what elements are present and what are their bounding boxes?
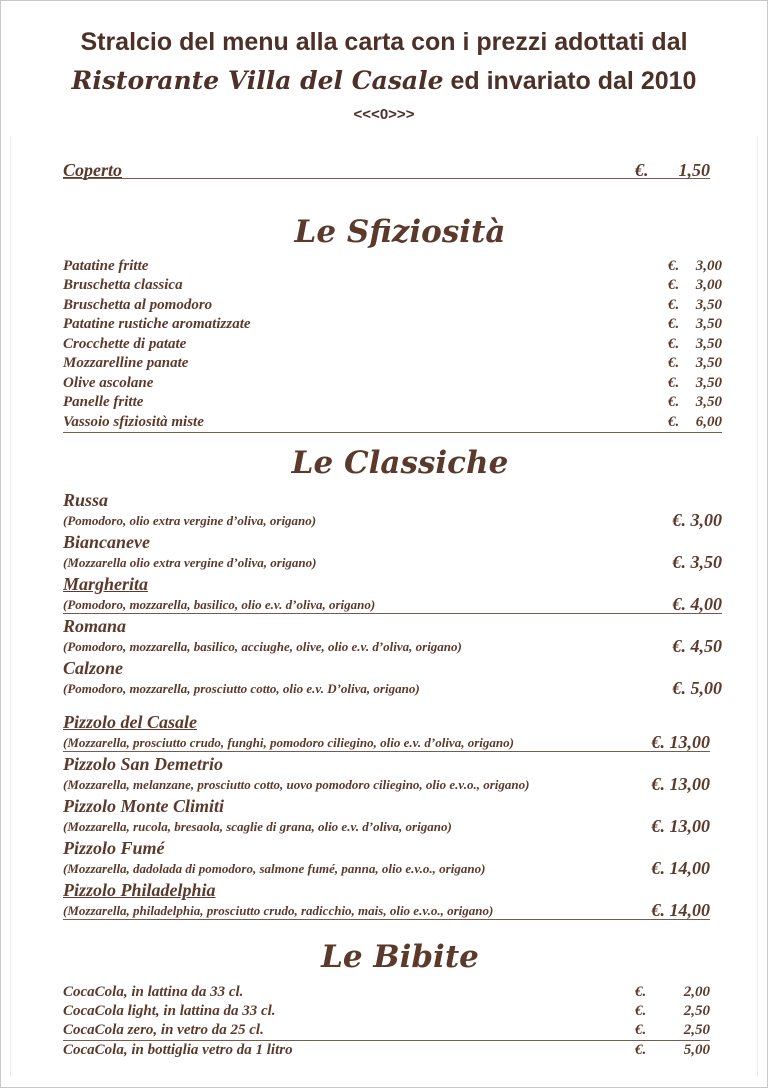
item-price: 3,00: [695, 277, 722, 293]
menu-item: [63, 1042, 710, 1060]
currency-symbol: €.: [635, 1003, 647, 1019]
pizza-description: (Pomodoro, mozzarella, basilico, olio e.v. d’oliva, origano): [63, 597, 376, 612]
currency-symbol: €.: [635, 1042, 647, 1058]
menu-item: [63, 355, 722, 373]
pizza-price: €. 13,00: [651, 816, 710, 836]
pizza-price: €. 14,00: [651, 858, 710, 878]
item-name: Vassoio sfiziosità miste: [63, 414, 204, 430]
item-price: 3,50: [695, 316, 722, 332]
currency-symbol: €.: [635, 1022, 647, 1038]
item-price: 1,50: [678, 160, 710, 180]
pizza-name: Pizzolo Monte Climiti: [63, 796, 225, 816]
pizza-name: Russa: [63, 490, 109, 510]
pizza-description: (Mozzarella, philadelphia, prosciutto crudo, radicchio, mais, olio e.v.o., origano): [63, 903, 494, 918]
item-price: 3,50: [695, 355, 722, 371]
pizza-name: Margherita: [63, 574, 149, 594]
menu-item: [63, 336, 722, 354]
currency-symbol: €.: [668, 375, 680, 391]
header-line-2-rest: ed invariato dal 2010: [443, 67, 697, 95]
pizza-description-row: [63, 594, 722, 614]
pizza-description: (Mozzarella, dadolada di pomodoro, salmone fumé, panna, olio e.v.o., origano): [63, 861, 486, 876]
pizza-description: (Mozzarella, prosciutto crudo, funghi, pomodoro ciliegino, olio e.v. d’oliva, origano): [63, 735, 514, 750]
item-name: Olive ascolane: [63, 375, 154, 391]
pizza-price: €. 4,50: [672, 636, 722, 656]
item-price: 2,50: [683, 1022, 710, 1038]
item-price: 6,00: [695, 414, 722, 430]
menu-item: [63, 277, 722, 295]
currency-symbol: €.: [635, 984, 647, 1000]
pizza-price: €. 4,00: [672, 594, 722, 614]
pizza-description-row: [63, 774, 710, 794]
menu-item: [63, 1022, 710, 1041]
currency-symbol: €.: [668, 316, 680, 332]
pizza-description-row: [63, 816, 710, 836]
pizza-description: (Mozzarella olio extra vergine d’oliva, origano): [63, 555, 317, 570]
pizza-description-row: [63, 900, 710, 920]
currency-symbol: €.: [668, 394, 680, 410]
menu-item: [63, 297, 722, 315]
item-price: 3,50: [695, 336, 722, 352]
item-price: 2,00: [683, 984, 710, 1000]
pizza-price: €. 5,00: [672, 678, 722, 698]
pizza-description: (Mozzarella, rucola, bresaola, scaglie di grana, olio e.v. d’oliva, origano): [63, 819, 452, 834]
currency-symbol: €.: [668, 277, 680, 293]
item-price: 3,50: [695, 375, 722, 391]
item-name: Panelle fritte: [63, 394, 144, 410]
item-name: CocaCola, in bottiglia vetro da 1 litro: [63, 1042, 293, 1058]
header-line-1: Stralcio del menu alla carta con i prezzi adottati dal: [80, 28, 688, 56]
item-name: Coperto: [63, 160, 123, 180]
currency-symbol: €.: [635, 160, 649, 180]
pizza-name: Pizzolo Fumé: [63, 838, 165, 858]
item-price: 3,00: [695, 258, 722, 274]
item-name: Bruschetta al pomodoro: [63, 297, 213, 313]
currency-symbol: €.: [668, 297, 680, 313]
item-name: CocaCola zero, in vetro da 25 cl.: [63, 1022, 264, 1038]
menu-item: [63, 160, 710, 179]
menu-item: [63, 984, 710, 1002]
pizza-description-row: [63, 510, 722, 530]
pizza-name: Pizzolo Philadelphia: [63, 880, 216, 900]
pizza-price: €. 14,00: [651, 900, 710, 920]
menu-item: [63, 1003, 710, 1021]
currency-symbol: €.: [668, 414, 680, 430]
item-name: Mozzarelline panate: [63, 355, 189, 371]
item-price: 5,00: [683, 1042, 710, 1058]
pizza-name: Romana: [63, 616, 127, 636]
pizza-price: €. 3,00: [672, 510, 722, 530]
pizza-name: Pizzolo del Casale: [63, 712, 197, 732]
item-name: Patatine fritte: [63, 258, 149, 274]
header-line-2: [0, 66, 768, 96]
item-name: CocaCola, in lattina da 33 cl.: [63, 984, 244, 1000]
menu-item: [63, 394, 722, 412]
menu-item: [63, 316, 722, 334]
item-name: Bruschetta classica: [63, 277, 183, 293]
pizza-name: Biancaneve: [63, 532, 150, 552]
menu-item: [63, 258, 722, 276]
pizza-name: Calzone: [63, 658, 124, 678]
section-title-bibite: Le Bibite: [321, 939, 479, 975]
pizza-description-row: [63, 636, 722, 656]
pizza-price: €. 13,00: [651, 732, 710, 752]
item-price: 3,50: [695, 394, 722, 410]
pizza-price: €. 13,00: [651, 774, 710, 794]
pizza-description: (Pomodoro, mozzarella, prosciutto cotto, olio e.v. D’oliva, origano): [63, 681, 420, 696]
item-price: 3,50: [695, 297, 722, 313]
menu-item: [63, 375, 722, 393]
pizza-description: (Pomodoro, olio extra vergine d’oliva, origano): [63, 513, 317, 528]
section-title-sfiziosita: Le Sfiziosità: [294, 214, 506, 250]
pizza-description-row: [63, 678, 722, 698]
pizza-description-row: [63, 858, 710, 878]
currency-symbol: €.: [668, 258, 680, 274]
item-name: CocaCola light, in lattina da 33 cl.: [63, 1003, 276, 1019]
pizza-description: (Pomodoro, mozzarella, basilico, acciughe, olive, olio e.v. d’oliva, origano): [63, 639, 462, 654]
header-separator: <<<0>>>: [353, 106, 415, 123]
item-price: 2,50: [683, 1003, 710, 1019]
pizza-description-row: [63, 732, 710, 752]
pizza-description: (Mozzarella, melanzane, prosciutto cotto, uovo pomodoro ciliegino, olio e.v.o., origano): [63, 777, 530, 792]
item-name: Patatine rustiche aromatizzate: [63, 316, 251, 332]
currency-symbol: €.: [668, 336, 680, 352]
currency-symbol: €.: [668, 355, 680, 371]
menu-item: [63, 414, 722, 433]
pizza-price: €. 3,50: [672, 552, 722, 572]
pizza-description-row: [63, 552, 722, 572]
section-title-classiche: Le Classiche: [291, 445, 509, 481]
restaurant-name: Ristorante Villa del Casale: [71, 66, 444, 95]
item-name: Crocchette di patate: [63, 336, 187, 352]
pizza-name: Pizzolo San Demetrio: [63, 754, 224, 774]
